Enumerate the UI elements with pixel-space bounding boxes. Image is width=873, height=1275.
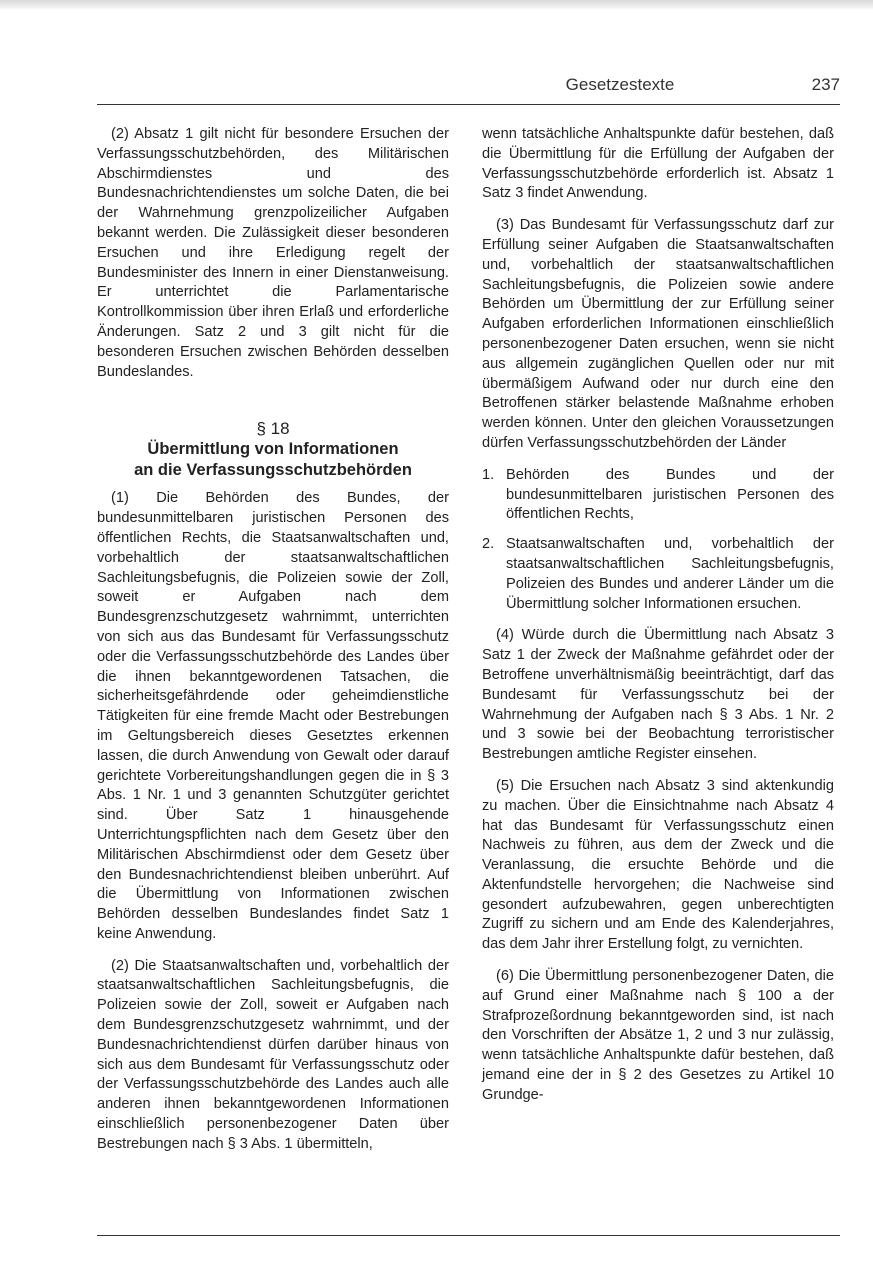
header-rule [97, 104, 840, 105]
paragraph-continued: wenn tatsächliche Anhaltspunkte dafür bestehen, daß die Übermittlung für die Erfüllung der Aufgaben der Verfassungsschutzbehörde erforderlich ist. Absatz 1 Satz 3 findet Anwendung. [482, 126, 834, 202]
paragraph: (1) Die Behörden des Bundes, der bundesunmittelbaren juristischen Personen des öffentlichen Rechts, die Staatsanwaltschaften und, vorbehaltlich der staatsanwaltschaftlichen Sachleitungsbefugnis, die Polizeien sowie der Zoll, soweit er Aufgaben nach dem Bundesgrenzschutzgesetz wahrnimmt, unterrichten von sich aus das Bundesamt für Verfassungsschutz oder die Verfassungsschutzbehörde des Landes über die ihnen bekanntgewordenen Tatsachen, die sicherheitsgefährdende oder geheimdienstliche Tätigkeiten für eine fremde Macht oder Bestrebungen im Geltungsbereich dieses Gesetztes erkennen lassen, die durch Anwendung von Gewalt oder darauf gerichtete Vorbereitungshandlungen gegen die in § 3 Abs. 1 Nr. 1 und 3 genannten Schutzgüter gerichtet sind. Über Satz 1 hinausgehende Unterrichtungspflichten nach dem Gesetz über den Militärischen Abschirmdienst oder dem Gesetz über den Bundesnachrichtendienst bleiben unberührt. Auf die Übermittlung von Informationen zwischen Behörden desselben Bundeslandes findet Satz 1 keine Anwendung. [97, 490, 449, 942]
paragraph: (5) Die Ersuchen nach Absatz 3 sind aktenkundig zu machen. Über die Einsichtnahme nach Absatz 4 hat das Bundesamt für Verfassungsschutz einen Nachweis zu führen, aus dem der Zweck und die Veranlassung, die ersuchte Behörde und die Aktenfundstelle hervorgehen; die Nachweise sind gesondert aufzubewahren, gegen unberechtigten Zugriff zu sichern und am Ende des Kalenderjahres, das dem Jahr ihrer Erstellung folgt, zu vernichten. [482, 777, 834, 953]
list-item-text: Behörden des Bundes und der bundesunmittelbaren juristischen Personen des öffentlichen Rechts, [506, 466, 834, 523]
section-heading [97, 418, 449, 481]
paragraph: (2) Absatz 1 gilt nicht für besondere Ersuchen der Verfassungsschutzbehörden, des Militärischen Abschirmdienstes und des Bundesnachrichtendienstes um solche Daten, die bei der Wahrnehmung grenzpolizeilicher Aufgaben bekannt werden. Die Zulässigkeit dieser besonderen Ersuchen und ihre Erledigung regelt der Bundesminister des Innern in einer Dienstanweisung. Er unterrichtet die Parlamentarische Kontrollkommission über ihren Erlaß und erforderliche Änderungen. Satz 2 und 3 gilt nicht für die besonderen Ersuchen zwischen Behörden desselben Bundeslandes. [97, 126, 449, 380]
right-column [482, 125, 834, 1118]
scan-edge-shadow [0, 0, 873, 10]
list-item-text: Staatsanwaltschaften und, vorbehaltlich der staatsanwaltschaftlichen Sachleitungsbefugnis, Polizeien des Bundes und anderer Länder um die Übermittlung solcher Informationen ersuchen. [506, 536, 834, 612]
section-number: § 18 [256, 419, 290, 439]
paragraph: (2) Die Staatsanwaltschaften und, vorbehaltlich der staatsanwaltschaftlichen Sachleitungsbefugnis, die Polizeien sowie der Zoll, soweit er Aufgaben nach dem Bundesgrenzschutzgesetz wahrnimmt, und der Bundesnachrichtendienst dürfen darüber hinaus von sich aus dem Bundesamt für Verfassungsschutz oder der Verfassungsschutzbehörde des Landes auch alle anderen ihnen bekanntgewordenen Informationen einschließlich personenbezogener Daten über Bestrebungen nach § 3 Abs. 1 übermitteln, [97, 957, 449, 1152]
list-item [482, 466, 834, 525]
left-column [97, 125, 449, 1167]
numbered-list [482, 466, 834, 615]
paragraph: (6) Die Übermittlung personenbezogener Daten, die auf Grund einer Maßnahme nach § 100 a der Strafprozeßordnung bekanntgeworden sind, ist nach den Vorschriften der Absätze 1, 2 und 3 nur zulässig, wenn tatsächliche Anhaltspunkte dafür bestehen, daß jemand eine der in § 2 des Gesetzes zu Artikel 10 Grundge- [482, 968, 834, 1103]
paragraph: (3) Das Bundesamt für Verfassungsschutz darf zur Erfüllung seiner Aufgaben die Staatsanwaltschaften und, vorbehaltlich der staatsanwaltschaftlichen Sachleitungsbefugnis, die Polizeien sowie andere Behörden um Übermittlung der zur Erfüllung seiner Aufgaben erforderlichen Informationen einschließlich personenbezogener Daten ersuchen, wenn sie nicht aus allgemein zugänglichen Quellen oder nur mit übermäßigem Aufwand oder nur durch eine den Betroffenen stärker belastende Maßnahme erhoben werden können. Unter den gleichen Voraussetzungen dürfen Verfassungsschutzbehörden der Länder [482, 217, 834, 451]
section-title-line-1: Übermittlung von Informationen [147, 440, 399, 459]
paragraph: (4) Würde durch die Übermittlung nach Absatz 3 Satz 1 der Zweck der Maßnahme gefährdet oder der Betroffene unverhältnismäßig beeinträchtigt, darf das Bundesamt für Verfassungsschutz bei der Wahrnehmung der Aufgaben nach § 3 Abs. 1 Nr. 2 und 3 sowie bei der Beobachtung terroristischer Bestrebungen amtliche Register einsehen. [482, 627, 834, 763]
running-title: Gesetzestexte [565, 75, 675, 94]
page-number: 237 [811, 75, 840, 94]
list-item-number: 2. [482, 536, 495, 553]
page-header [0, 74, 873, 100]
list-item [482, 535, 834, 614]
section-title-line-2: an die Verfassungsschutzbehörden [134, 461, 412, 480]
footer-rule [97, 1235, 840, 1236]
list-item-number: 1. [482, 466, 495, 483]
